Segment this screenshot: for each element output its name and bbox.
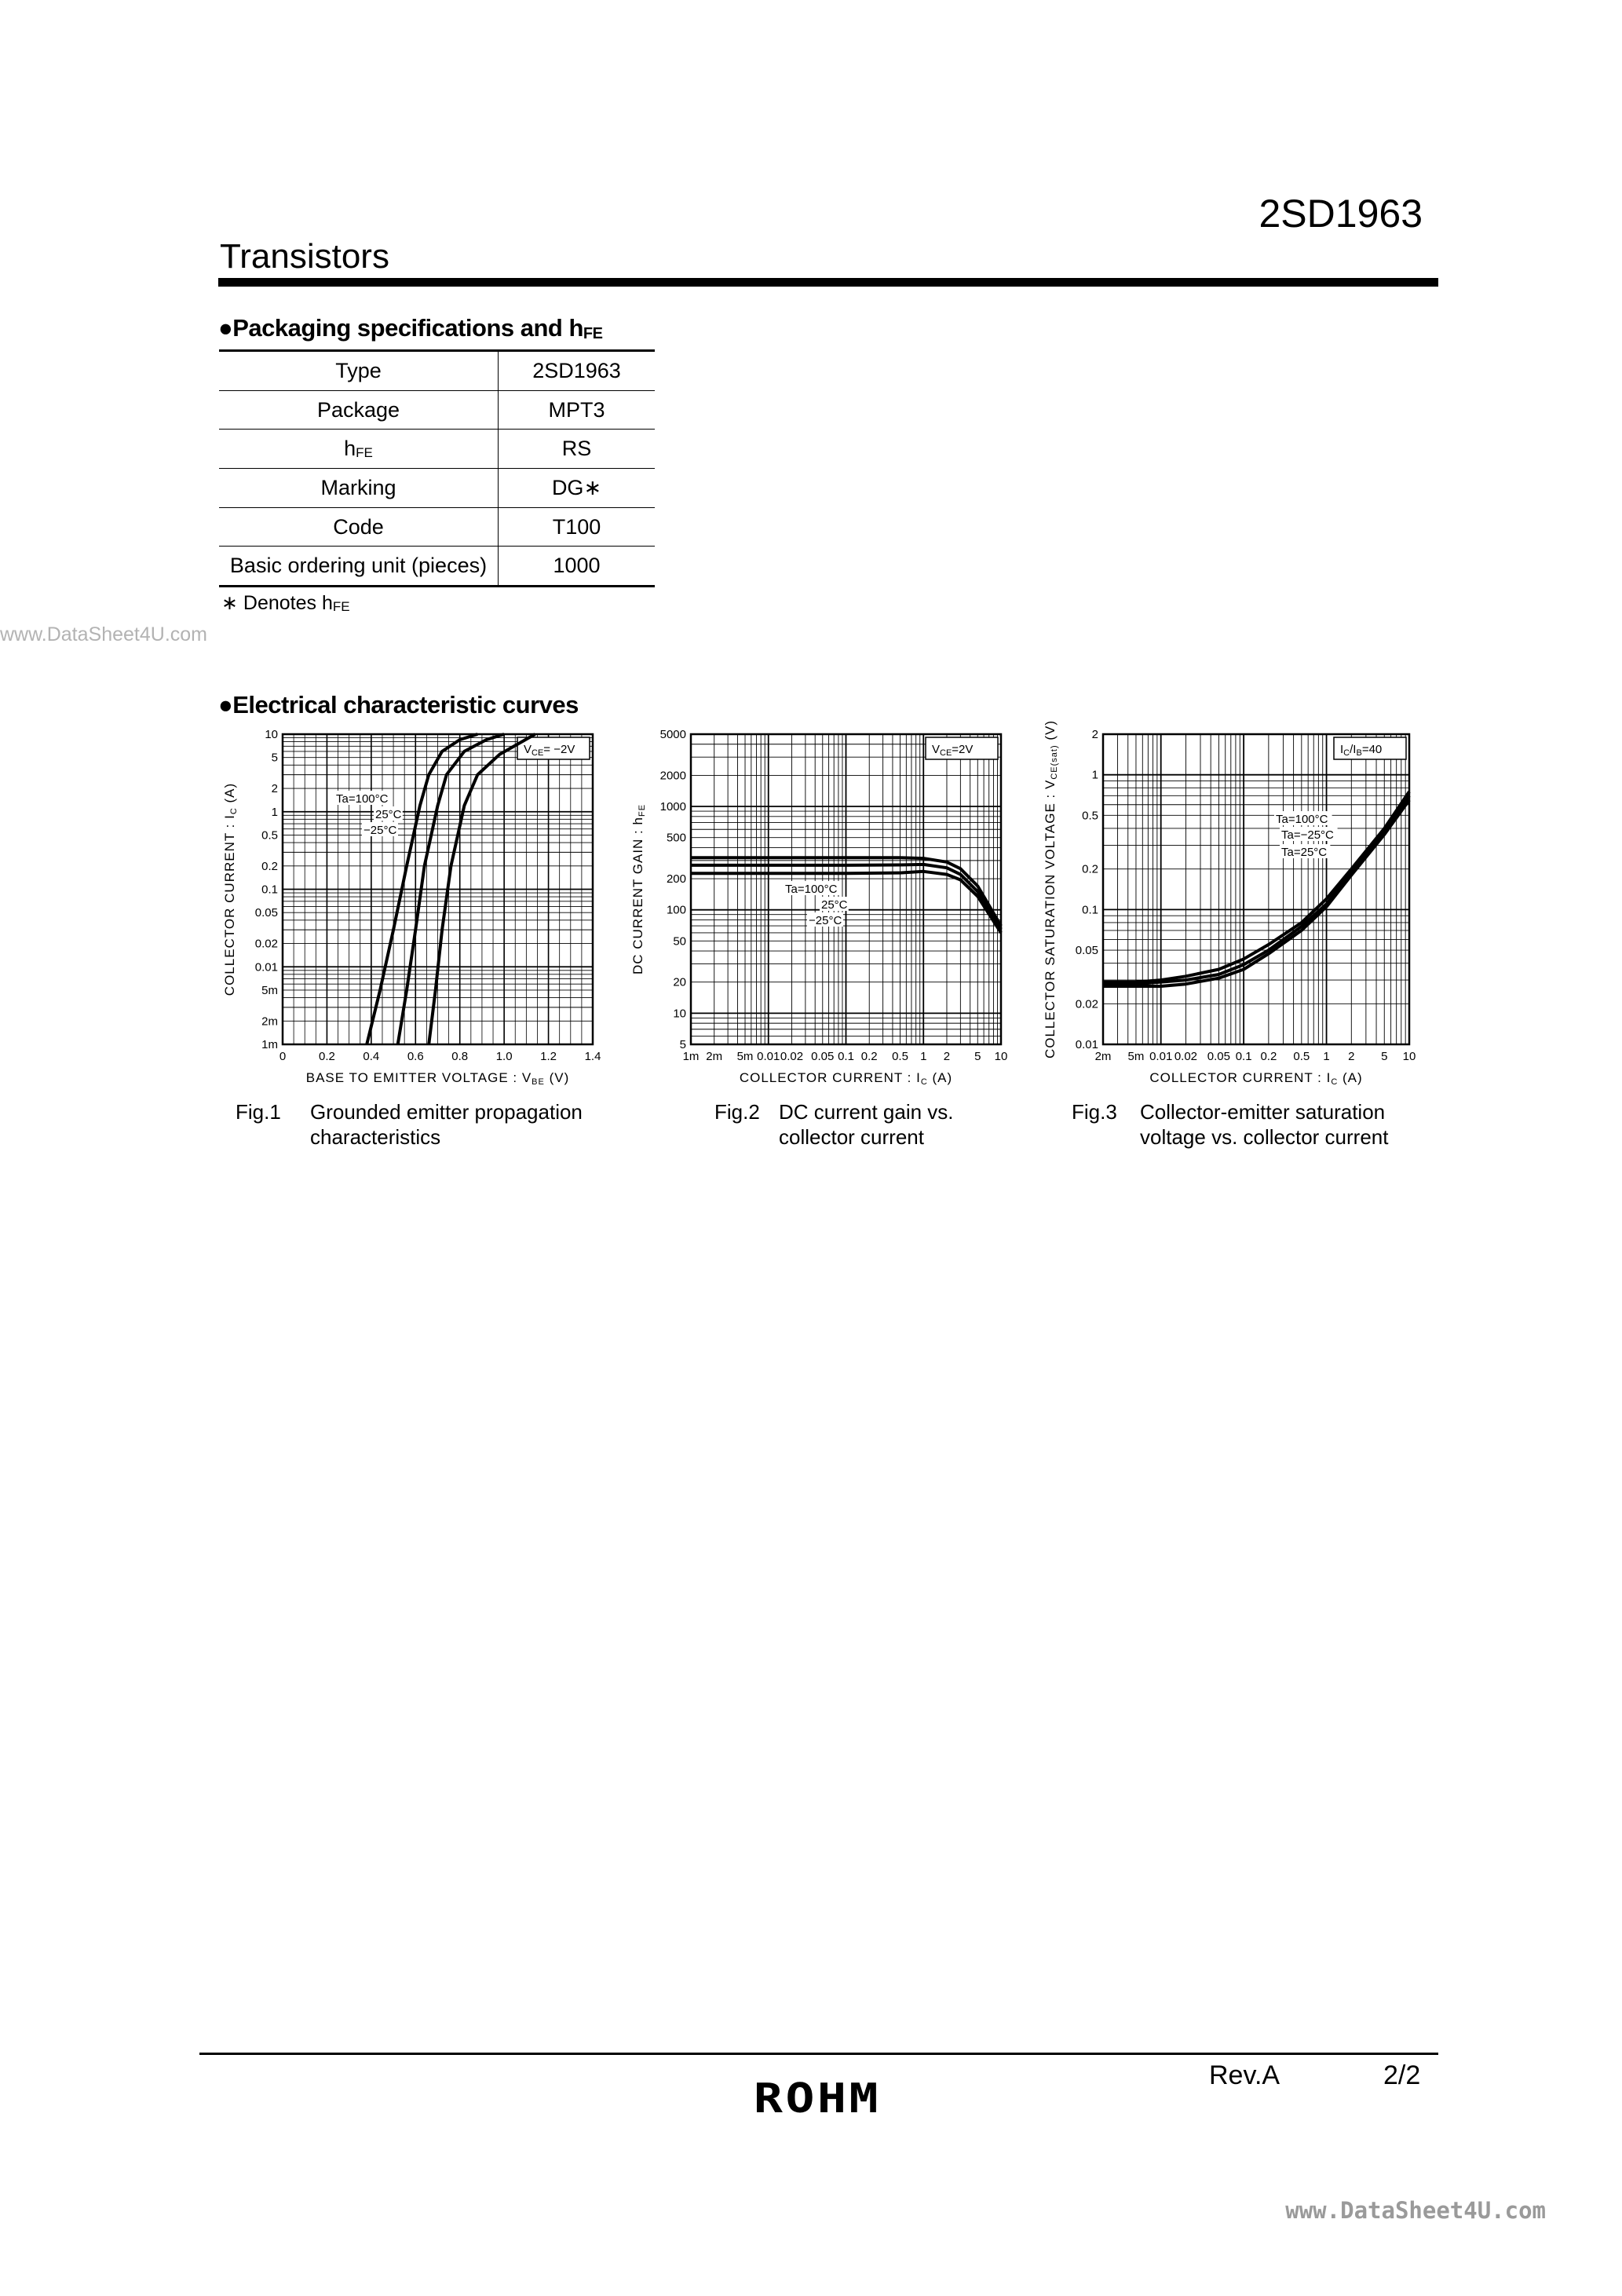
row-value: 2SD1963	[499, 351, 656, 391]
fig3-chart	[1043, 720, 1416, 1149]
fig2-chart	[630, 728, 1007, 1149]
part-number: 2SD1963	[1259, 192, 1423, 236]
packaging-title: ●Packaging specifications and $h_{FE}$	[218, 314, 603, 342]
condition-label: $V_{CE}=2V$	[932, 743, 974, 758]
figure-caption-line: Collector-emitter saturation	[1140, 1100, 1386, 1124]
series-annotation: 25°C	[375, 808, 402, 821]
x-tick-label: 0.05	[1207, 1050, 1230, 1063]
x-tick-label: 0.2	[1260, 1050, 1277, 1063]
x-tick-label: 5m	[1127, 1050, 1145, 1063]
series-line	[1103, 792, 1409, 982]
series-annotation: Ta=−25°C	[1281, 828, 1334, 842]
row-label: Marking	[219, 469, 499, 508]
x-tick-label: 1	[920, 1050, 927, 1063]
y-tick-label: 5	[271, 751, 278, 765]
revision: Rev.A	[1209, 2060, 1280, 2090]
x-tick-label: 0	[279, 1050, 287, 1063]
curves-title: ●Electrical characteristic curves	[218, 691, 579, 718]
y-tick-label: 0.5	[261, 828, 278, 843]
x-tick-label: 5m	[736, 1050, 754, 1063]
figure-caption-line: DC current gain vs.	[779, 1100, 954, 1124]
table-note: ∗ Denotes $h_{FE}$	[221, 592, 350, 614]
x-tick-label: 2m	[1094, 1050, 1112, 1063]
y-tick-label: 0.2	[1082, 862, 1098, 876]
row-value: DG∗	[499, 469, 656, 508]
y-axis-label: COLLECTOR CURRENT : IC (A)	[222, 782, 239, 996]
x-tick-label: 2	[1348, 1050, 1355, 1063]
x-tick-label: 1	[1323, 1050, 1330, 1063]
y-tick-label: 1m	[261, 1038, 278, 1051]
series-annotation: Ta=100°C	[336, 792, 389, 806]
y-tick-label: 50	[673, 934, 686, 949]
figure-number: Fig.2	[714, 1100, 760, 1124]
series-annotation: Ta=100°C	[785, 883, 838, 896]
y-tick-label: 1000	[659, 800, 686, 814]
figure-caption-line: Grounded emitter propagation	[310, 1100, 583, 1124]
x-tick-label: 0.1	[838, 1050, 854, 1063]
x-tick-label: 0.2	[318, 1050, 335, 1063]
x-tick-label: 0.02	[780, 1050, 804, 1063]
series-annotation: −25°C	[809, 914, 842, 927]
row-value: 1000	[499, 547, 656, 587]
row-label: Basic ordering unit (pieces)	[219, 547, 499, 587]
watermark-left: www.DataSheet4U.com	[0, 623, 208, 645]
x-tick-label: 0.01	[1149, 1050, 1173, 1063]
y-tick-label: 5000	[659, 728, 686, 741]
y-axis-label: DC CURRENT GAIN : hFE	[630, 803, 647, 975]
x-tick-label: 0.2	[860, 1050, 878, 1063]
y-tick-label: 2000	[659, 769, 686, 783]
series-annotation: Ta=100°C	[1276, 813, 1328, 826]
y-tick-label: 100	[666, 903, 686, 917]
figure-caption-line: voltage vs. collector current	[1140, 1125, 1389, 1149]
rohm-logo: ROHM	[754, 2075, 881, 2122]
series-annotation: 25°C	[821, 898, 848, 912]
x-tick-label: 0.02	[1174, 1050, 1198, 1063]
condition-label: $V_{CE}= -2V$	[524, 743, 575, 758]
row-label: Code	[219, 507, 499, 547]
y-tick-label: 2	[271, 782, 278, 796]
x-tick-label: 10	[994, 1050, 1008, 1063]
x-tick-label: 1.0	[495, 1050, 513, 1063]
y-tick-label: 0.01	[1075, 1038, 1098, 1051]
watermark-bottom: www.DataSheet4U.com	[1285, 2197, 1546, 2224]
y-tick-label: 0.05	[1075, 944, 1098, 958]
y-tick-label: 10	[265, 728, 278, 741]
y-tick-label: 10	[673, 1007, 686, 1021]
row-label: Type	[219, 351, 499, 391]
y-tick-label: 2m	[261, 1015, 278, 1029]
x-tick-label: 1m	[682, 1050, 700, 1063]
x-tick-label: 5	[1381, 1050, 1388, 1063]
y-tick-label: 500	[666, 831, 686, 845]
row-value: RS	[499, 430, 656, 469]
y-tick-label: 5m	[261, 983, 278, 997]
x-tick-label: 1.4	[584, 1050, 601, 1063]
y-tick-label: 2	[1091, 728, 1098, 741]
y-tick-label: 0.05	[254, 906, 278, 920]
figure-caption-line: characteristics	[310, 1125, 441, 1149]
x-tick-label: 0.01	[757, 1050, 780, 1063]
row-label: $h_{FE}$	[219, 430, 499, 469]
x-tick-label: 2m	[706, 1050, 723, 1063]
series-annotation: Ta=25°C	[1281, 846, 1328, 859]
figure-number: Fig.1	[236, 1100, 281, 1124]
x-tick-label: 2	[943, 1050, 951, 1063]
y-tick-label: 0.02	[1075, 997, 1098, 1011]
figure-number: Fig.3	[1072, 1100, 1117, 1124]
y-axis-label: COLLECTOR SATURATION VOLTAGE : VCE(sat) (V)	[1043, 719, 1059, 1059]
x-tick-label: 0.5	[1293, 1050, 1310, 1063]
y-tick-label: 0.02	[254, 937, 278, 951]
y-tick-label: 0.01	[254, 960, 278, 974]
page-number: 2/2	[1383, 2060, 1421, 2090]
figure-caption-line: collector current	[779, 1125, 924, 1149]
x-tick-label: 1.2	[540, 1050, 557, 1063]
y-tick-label: 200	[666, 872, 686, 887]
x-tick-label: 0.1	[1235, 1050, 1252, 1063]
category-title: Transistors	[220, 237, 389, 276]
footer-rule	[199, 2053, 1438, 2055]
y-tick-label: 0.1	[1082, 903, 1098, 917]
series-annotation: −25°C	[363, 824, 397, 837]
x-axis-label: COLLECTOR CURRENT : IC (A)	[739, 1070, 953, 1087]
y-tick-label: 20	[673, 975, 686, 989]
x-tick-label: 10	[1402, 1050, 1416, 1063]
y-tick-label: 0.5	[1082, 809, 1098, 823]
x-tick-label: 0.6	[407, 1050, 424, 1063]
row-value: MPT3	[499, 390, 656, 430]
x-tick-label: 0.4	[363, 1050, 380, 1063]
y-tick-label: 5	[679, 1038, 686, 1051]
x-tick-label: 5	[974, 1050, 981, 1063]
x-axis-label: COLLECTOR CURRENT : IC (A)	[1149, 1070, 1363, 1087]
y-tick-label: 0.1	[261, 883, 278, 897]
row-value: T100	[499, 507, 656, 547]
y-tick-label: 1	[271, 805, 278, 819]
fig1-chart	[222, 728, 601, 1149]
series-line	[1103, 795, 1409, 984]
row-label: Package	[219, 390, 499, 430]
y-tick-label: 1	[1091, 768, 1098, 782]
x-tick-label: 0.5	[892, 1050, 908, 1063]
condition-label: $I_C/I_B=40$	[1340, 743, 1383, 758]
y-tick-label: 0.2	[261, 859, 278, 873]
x-tick-label: 0.05	[811, 1050, 835, 1063]
x-axis-label: BASE TO EMITTER VOLTAGE : VBE (V)	[305, 1070, 570, 1087]
x-tick-label: 0.8	[451, 1050, 469, 1063]
